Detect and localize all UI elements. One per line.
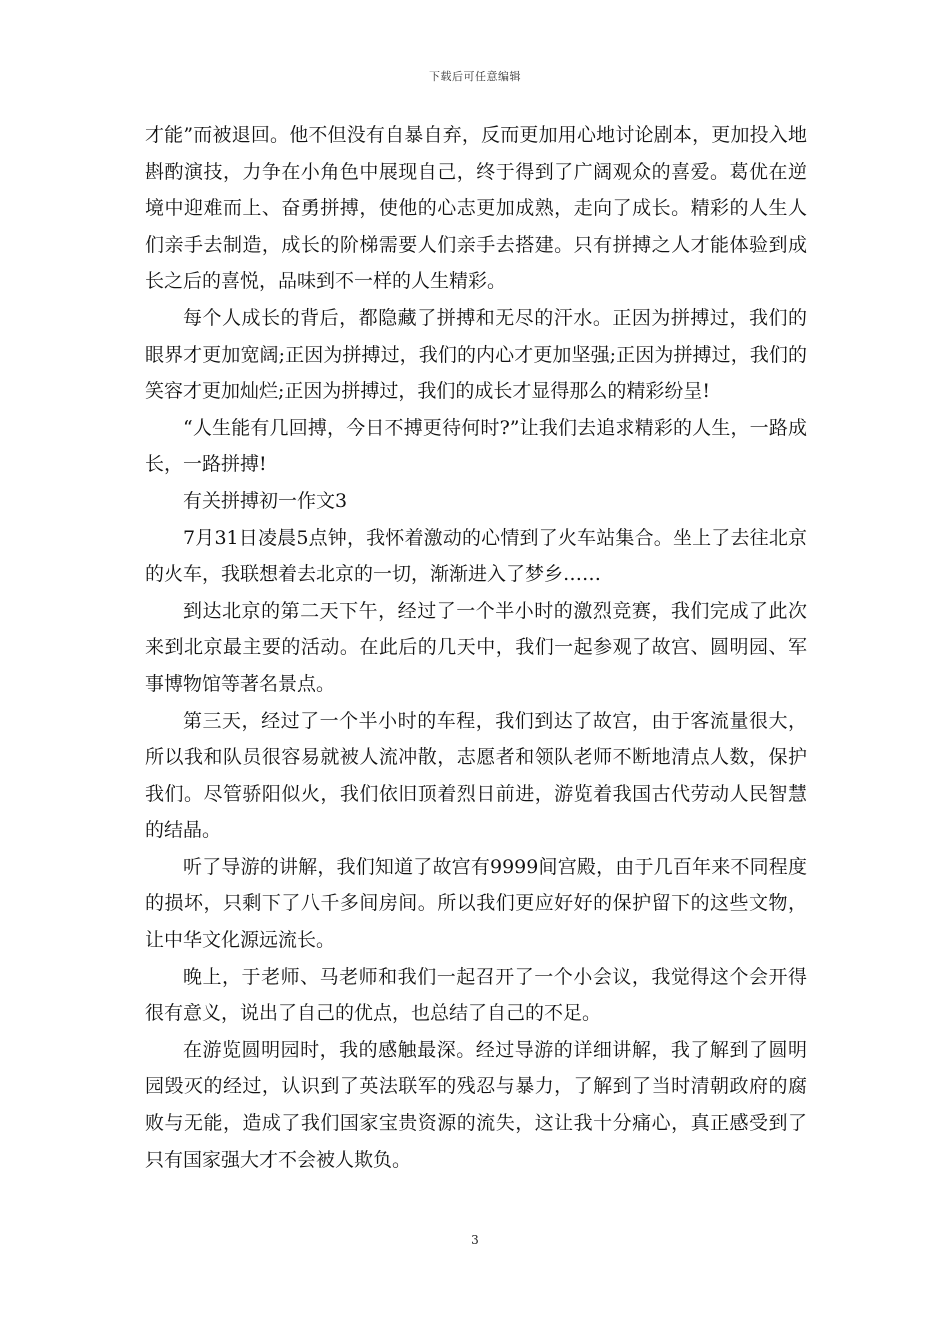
paragraph: 每个人成长的背后，都隐藏了拼搏和无尽的汗水。正因为拼搏过，我们的眼界才更加宽阔;正因为拼搏过，我们的内心才更加坚强;正因为拼搏过，我们的笑容才更加灿烂;正因为拼搏过，我们的成长才显得那么的精彩纷呈!	[145, 306, 807, 403]
paragraph: 晚上，于老师、马老师和我们一起召开了一个小会议，我觉得这个会开得很有意义，说出了自己的优点，也总结了自己的不足。	[145, 965, 807, 1025]
document-body	[145, 117, 807, 1178]
paragraph: 第三天，经过了一个半小时的车程，我们到达了故宫，由于客流量很大，所以我和队员很容易就被人流冲散，志愿者和领队老师不断地清点人数，保护我们。尽管骄阳似火，我们依旧顶着烈日前进，游览着我国古代劳动人民智慧的结晶。	[145, 709, 807, 842]
paragraph: 在游览圆明园时，我的感触最深。经过导游的详细讲解，我了解到了圆明园毁灭的经过，认识到了英法联军的残忍与暴力，了解到了当时清朝政府的腐败与无能，造成了我们国家宝贵资源的流失，这让我十分痛心，真正感受到了只有国家强大才不会被人欺负。	[145, 1038, 807, 1171]
paragraph: 才能”而被退回。他不但没有自暴自弃，反而更加用心地讨论剧本，更加投入地斟酌演技，力争在小角色中展现自己，终于得到了广阔观众的喜爱。葛优在逆境中迎难而上、奋勇拼搏，使他的心志更加成熟，走向了成长。精彩的人生人们亲手去制造，成长的阶梯需要人们亲手去搭建。只有拼搏之人才能体验到成长之后的喜悦，品味到不一样的人生精彩。	[145, 124, 807, 293]
paragraph: “人生能有几回搏，今日不搏更待何时?”让我们去追求精彩的人生，一路成长，一路拼搏!	[145, 416, 807, 476]
paragraph: 7月31日凌晨5点钟，我怀着激动的心情到了火车站集合。坐上了去往北京的火车，我联想着去北京的一切，渐渐进入了梦乡……	[145, 526, 807, 586]
paragraph: 到达北京的第二天下午，经过了一个半小时的激烈竞赛，我们完成了此次来到北京最主要的活动。在此后的几天中，我们一起参观了故宫、圆明园、军事博物馆等著名景点。	[145, 599, 807, 695]
section-heading: 有关拼搏初一作文3	[183, 489, 348, 512]
page-header: 下载后可任意编辑	[429, 70, 521, 83]
paragraph: 听了导游的讲解，我们知道了故宫有9999间宫殿，由于几百年来不同程度的损坏，只剩下了八千多间房间。所以我们更应好好的保护留下的这些文物，让中华文化源远流长。	[145, 855, 807, 952]
page-number: 3	[471, 1233, 479, 1247]
